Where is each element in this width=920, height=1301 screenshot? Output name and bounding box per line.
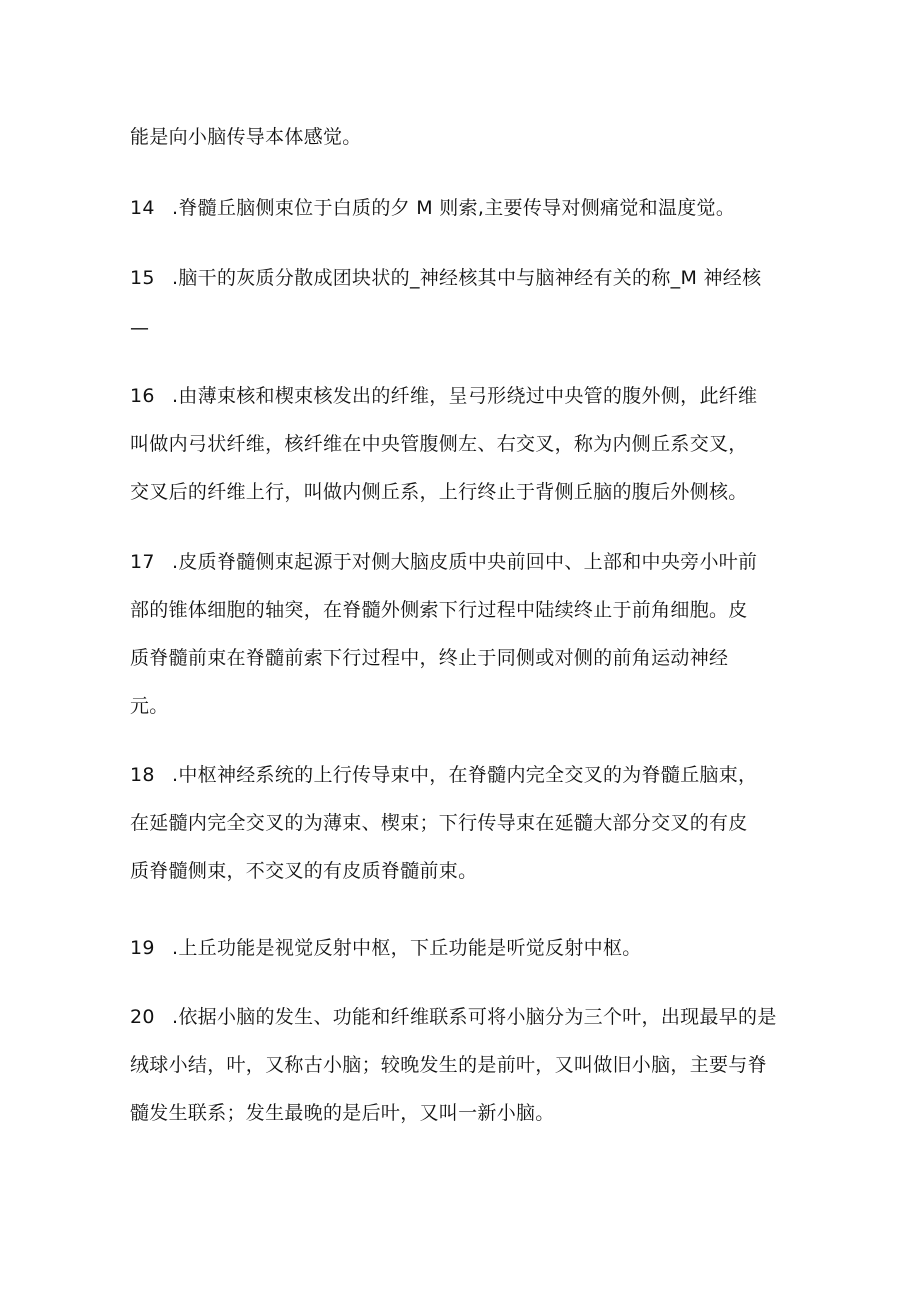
paragraph-text: 能是向小脑传导本体感觉。	[130, 126, 362, 148]
paragraph-text: 在延髓内完全交叉的为薄束、楔束；下行传导束在延髓大部分交叉的有皮	[130, 812, 748, 834]
paragraph-number: 19	[130, 937, 155, 959]
paragraph-text: 质脊髓前束在脊髓前索下行过程中，终止于同侧或对侧的前角运动神经	[130, 647, 729, 669]
paragraph-number: 17	[130, 551, 155, 573]
paragraph-number: 16	[130, 385, 155, 407]
paragraph-14-line-1	[130, 196, 735, 220]
paragraph-text: 部的锥体细胞的轴突，在脊髓外侧索下行过程中陆续终止于前角细胞。皮	[130, 599, 748, 621]
paragraph-16-line-1	[130, 384, 757, 408]
paragraph-18-line-1	[130, 763, 757, 787]
paragraph-text: .由薄束核和楔束核发出的纤维，呈弓形绕过中央管的腹外侧，此纤维	[172, 385, 758, 407]
paragraph-15-line-2	[130, 316, 149, 340]
paragraph-continuation-line-1	[130, 125, 362, 149]
paragraph-17-line-3	[130, 646, 728, 670]
paragraph-text: 元。	[130, 695, 169, 717]
paragraph-text: .依据小脑的发生、功能和纤维联系可将小脑分为三个叶，出现最早的是	[172, 1006, 777, 1028]
paragraph-20-line-1	[130, 1005, 777, 1029]
paragraph-text: .脑干的灰质分散成团块状的_神经核其中与脑神经有关的称_M 神经核	[172, 267, 762, 289]
paragraph-17-line-1	[130, 550, 757, 574]
paragraph-text: 交叉后的纤维上行，叫做内侧丘系，上行终止于背侧丘脑的腹后外侧核。	[130, 481, 748, 503]
paragraph-15-line-1	[130, 266, 761, 290]
paragraph-number: 20	[130, 1006, 155, 1028]
paragraph-20-line-2	[130, 1053, 767, 1077]
paragraph-number: 18	[130, 764, 155, 786]
paragraph-17-line-4	[130, 694, 169, 718]
paragraph-17-line-2	[130, 598, 748, 622]
paragraph-number: 15	[130, 267, 155, 289]
paragraph-text: 叫做内弓状纤维，核纤维在中央管腹侧左、右交叉，称为内侧丘系交叉，	[130, 433, 748, 455]
paragraph-text: .中枢神经系统的上行传导束中，在脊髓内完全交叉的为脊髓丘脑束，	[172, 764, 758, 786]
paragraph-text: .上丘功能是视觉反射中枢，下丘功能是听觉反射中枢。	[172, 937, 642, 959]
paragraph-text: .脊髓丘脑侧束位于白质的夕 M 则索,主要传导对侧痛觉和温度觉。	[172, 197, 736, 219]
paragraph-text: 质脊髓侧束，不交叉的有皮质脊髓前束。	[130, 860, 478, 882]
paragraph-text: 绒球小结，叶，又称古小脑；较晚发生的是前叶，又叫做旧小脑，主要与脊	[130, 1054, 767, 1076]
paragraph-text: .皮质脊髓侧束起源于对侧大脑皮质中央前回中、上部和中央旁小叶前	[172, 551, 758, 573]
paragraph-18-line-2	[130, 811, 748, 835]
paragraph-16-line-2	[130, 432, 748, 456]
paragraph-16-line-3	[130, 480, 748, 504]
paragraph-number: 14	[130, 197, 155, 219]
paragraph-20-line-3	[130, 1101, 555, 1125]
paragraph-text: 髓发生联系；发生最晚的是后叶，又叫一新小脑。	[130, 1102, 555, 1124]
paragraph-19-line-1	[130, 936, 642, 960]
paragraph-18-line-3	[130, 859, 477, 883]
paragraph-text: —	[130, 317, 150, 339]
